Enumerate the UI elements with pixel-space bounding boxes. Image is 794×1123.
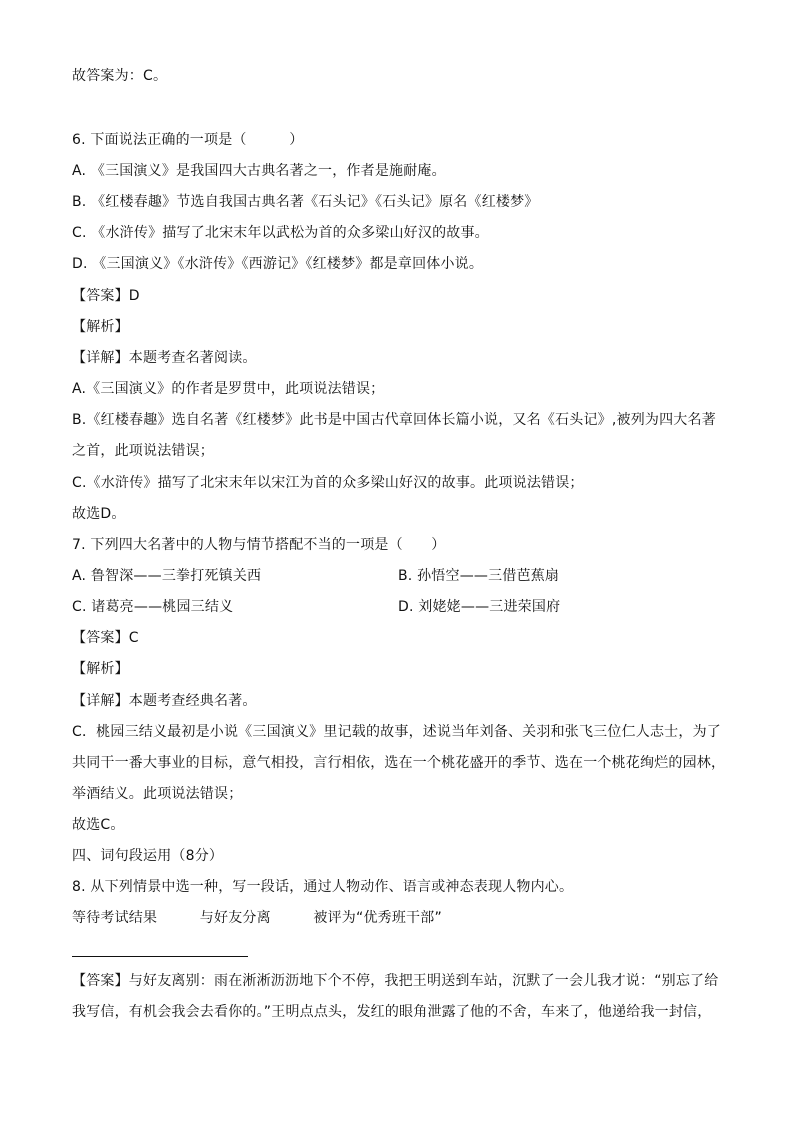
- question-7-option-a: A. 鲁智深——三拳打死镇关西: [72, 568, 262, 584]
- explanation-line: C．桃园三结义最初是小说《三国演义》里记载的故事，述说当年刘备、关羽和张飞三位仁人志士，为了: [72, 724, 721, 740]
- explanation-line: C.《水浒传》描写了北宋末年以宋江为首的众多梁山好汉的故事。此项说法错误；: [72, 475, 584, 491]
- analysis-heading: 【解析】: [72, 319, 129, 335]
- explanation-line: 【详解】本题考查经典名著。: [72, 693, 257, 709]
- explanation-line: B.《红楼春趣》选自名著《红楼梦》此书是中国古代章回体长篇小说，又名《石头记》,被列为四大名著: [72, 412, 716, 428]
- answer-line: 【答案】D: [72, 288, 140, 304]
- question-8-options: 等待考试结果 与好友分离 被评为“优秀班干部”: [72, 910, 442, 926]
- explanation-line: A.《三国演义》的作者是罗贯中，此项说法错误；: [72, 381, 385, 397]
- section-heading: 四、词句段运用（8分）: [72, 848, 224, 864]
- explanation-line: 之首，此项说法错误；: [72, 443, 214, 459]
- question-7-option-d: D. 刘姥姥——三进荣国府: [398, 599, 561, 615]
- answer-line: 我写信，有机会我会去看你的。”王明点点头，发红的眼角泄露了他的不舍，车来了，他递给我一封信，: [72, 1004, 712, 1020]
- answer-line: 【答案】C: [72, 630, 139, 646]
- question-6-stem: 6. 下面说法正确的一项是（ ）: [72, 132, 304, 148]
- question-6-option-b: B. 《红楼春趣》节选自我国古典名著《石头记》《石头记》原名《红楼梦》: [72, 194, 539, 210]
- answer-line: 【答案】与好友离别：雨在淅淅沥沥地下个不停，我把王明送到车站，沉默了一会儿我才说：“别忘了给: [72, 973, 719, 989]
- conclusion-line: 故选C。: [72, 817, 125, 833]
- question-6-option-c: C. 《水浒传》描写了北宋末年以武松为首的众多梁山好汉的故事。: [72, 225, 489, 241]
- explanation-line: 举酒结义。此项说法错误；: [72, 786, 243, 802]
- question-7-stem: 7. 下列四大名著中的人物与情节搭配不当的一项是（ ）: [72, 537, 446, 553]
- divider: [72, 956, 248, 957]
- explanation-line: 共同干一番大事业的目标，意气相投，言行相依，选在一个桃花盛开的季节、选在一个桃花绚烂的园林，: [72, 755, 726, 771]
- question-6-option-d: D. 《三国演义》《水浒传》《西游记》《红楼梦》都是章回体小说。: [72, 256, 484, 272]
- question-6-option-a: A. 《三国演义》是我国四大古典名著之一，作者是施耐庵。: [72, 163, 446, 179]
- conclusion-line: 故选D。: [72, 506, 126, 522]
- question-7-option-b: B. 孙悟空——三借芭蕉扇: [398, 568, 560, 584]
- question-8-stem: 8. 从下列情景中选一种，写一段话，通过人物动作、语言或神态表现人物内心。: [72, 879, 574, 895]
- question-7-option-c: C. 诸葛亮——桃园三结义: [72, 599, 234, 615]
- explanation-line: 【详解】本题考查名著阅读。: [72, 350, 257, 366]
- analysis-heading: 【解析】: [72, 661, 129, 677]
- text-line: 故答案为：C。: [72, 68, 168, 84]
